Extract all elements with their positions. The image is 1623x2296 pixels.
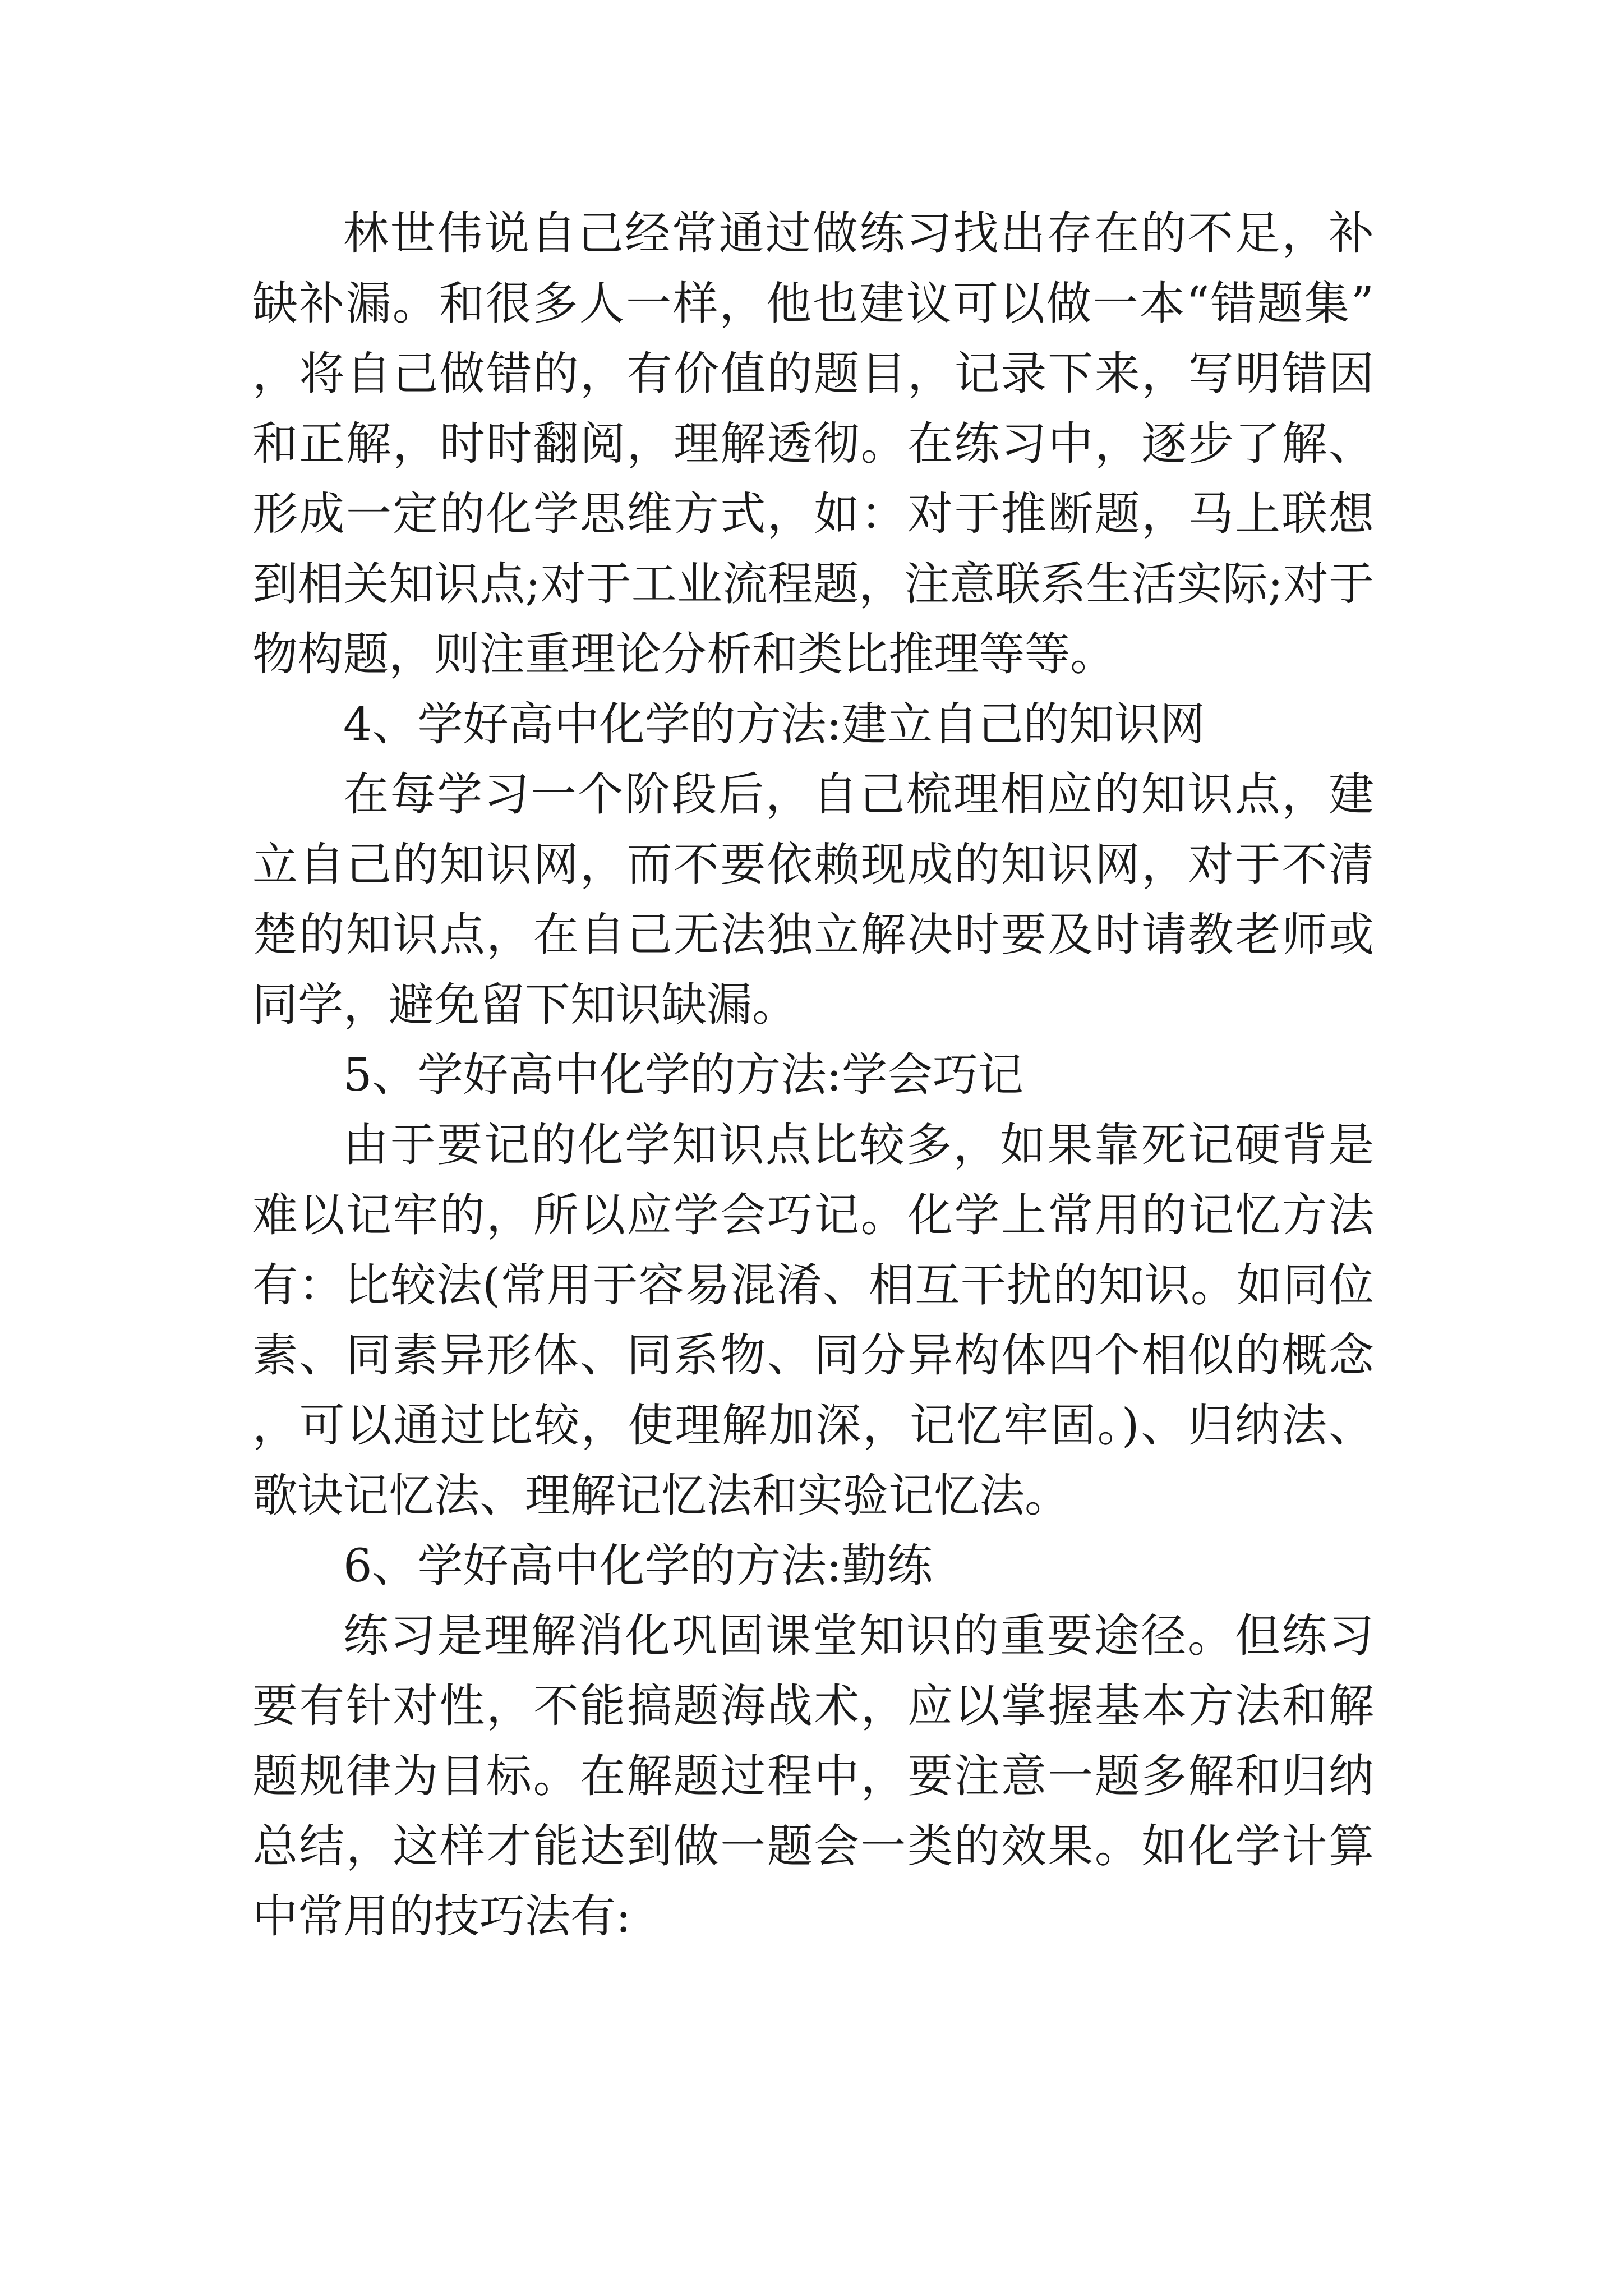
paragraph-memorize-methods: 由于要记的化学知识点比较多，如果靠死记硬背是难以记牢的，所以应学会巧记。化学上常用的记忆方法有：比较法(常用于容易混淆、相互干扰的知识。如同位素、同素异形体、同系物、同分异构体四个相似的概念，可以通过比较，使理解加深，记忆牢固。)、归纳法、歌诀记忆法、理解记忆法和实验记忆法。 bbox=[252, 1119, 1374, 1522]
paragraph-lin-shiwei-practice: 林世伟说自己经常通过做练习找出存在的不足，补缺补漏。和很多人一样，他也建议可以做一本“错题集”，将自己做错的，有价值的题目，记录下来，写明错因和正解，时时翻阅，理解透彻。在练习中，逐步了解、形成一定的化学思维方式，如：对于推断题，马上联想到相关知识点;对于工业流程题，注意联系生活实际;对于物构题，则注重理论分析和类比推理等等。 bbox=[252, 208, 1374, 681]
section-heading-6-practice: 6、学好高中化学的方法:勤练 bbox=[343, 1540, 933, 1593]
document-body bbox=[252, 199, 1374, 1952]
paragraph-practice: 练习是理解消化巩固课堂知识的重要途径。但练习要有针对性，不能搞题海战术，应以掌握基本方法和解题规律为目标。在解题过程中，要注意一题多解和归纳总结，这样才能达到做一题会一类的效果。如化学计算中常用的技巧法有: bbox=[252, 1610, 1374, 1943]
section-heading-5-memorize: 5、学好高中化学的方法:学会巧记 bbox=[343, 1049, 1023, 1102]
paragraph-knowledge-network: 在每学习一个阶段后，自己梳理相应的知识点，建立自己的知识网，而不要依赖现成的知识网，对于不清楚的知识点，在自己无法独立解决时要及时请教老师或同学，避免留下知识缺漏。 bbox=[252, 769, 1374, 1032]
section-heading-4-knowledge-network: 4、学好高中化学的方法:建立自己的知识网 bbox=[343, 698, 1205, 751]
